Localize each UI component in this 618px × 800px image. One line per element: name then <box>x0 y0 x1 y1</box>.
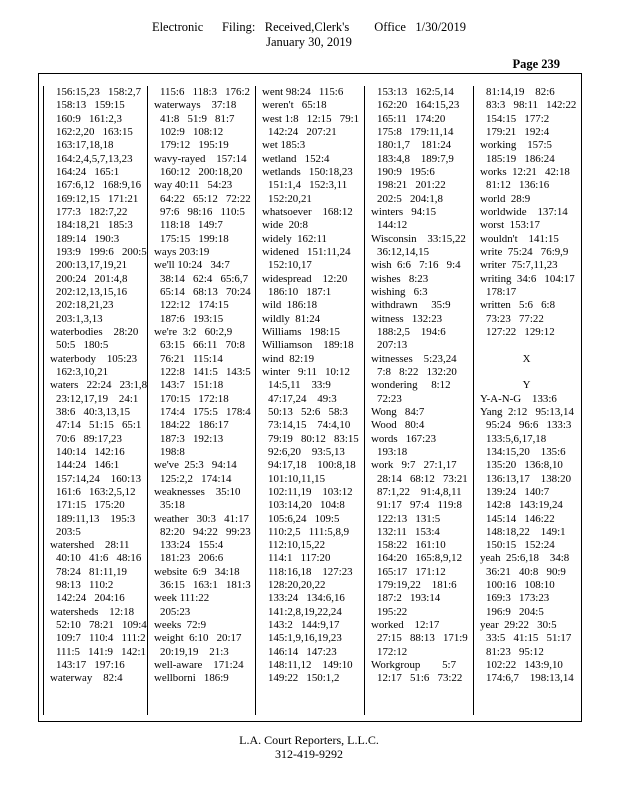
index-entry-continuation: 142:24 204:16 <box>56 592 125 605</box>
index-entry: work 9:7 27:1,17 <box>371 459 457 472</box>
index-entry: wouldn't 141:15 <box>480 232 559 245</box>
index-entry-continuation: 162:3,10,21 <box>56 365 109 378</box>
index-entry-continuation: 115:6 118:3 176:2 <box>160 86 250 98</box>
index-entry-continuation: 98:13 110:2 <box>56 579 114 592</box>
index-entry-continuation: 132:11 153:4 <box>377 525 440 538</box>
index-entry-continuation: 160:9 161:2,3 <box>56 112 122 125</box>
index-entry <box>474 366 579 379</box>
index-entry-continuation: 200:13,17,19,21 <box>56 259 128 272</box>
index-entry: waterbody 105:23 <box>50 352 138 365</box>
index-entry-continuation: 136:13,17 138:20 <box>486 472 572 485</box>
index-entry: wavy-rayed 157:14 <box>154 152 247 165</box>
index-entry-continuation: 181:23 206:6 <box>160 552 224 565</box>
index-entry: working 157:5 <box>480 139 552 152</box>
index-entry: watersheds 12:18 <box>50 605 135 618</box>
index-entry-continuation: 101:10,11,15 <box>268 472 326 485</box>
index-entry-continuation: 174:4 175:5 178:4 <box>160 405 251 418</box>
index-entry-continuation: 154:15 177:2 <box>486 112 550 125</box>
index-entry-continuation: 110:2,5 111:5,8,9 <box>268 525 350 538</box>
index-entry-continuation: 122:13 131:5 <box>377 512 441 525</box>
index-entry-continuation: 118:18 149:7 <box>160 219 223 232</box>
index-entry-continuation: 52:10 78:21 109:4 <box>56 619 147 632</box>
index-column-3 <box>255 86 364 715</box>
index-entry-continuation: 36:15 163:1 181:3 <box>160 579 251 592</box>
index-entry-continuation: 186:10 187:1 <box>268 285 332 298</box>
index-entry-continuation: 165:17 171:12 <box>377 565 446 578</box>
index-entry-continuation: 148:18,22 149:1 <box>486 525 566 538</box>
index-entry: went 98:24 115:6 <box>262 86 344 98</box>
index-entry-continuation: 127:22 129:12 <box>486 325 555 338</box>
index-entry-continuation: 38:14 62:4 65:6,7 <box>160 272 249 285</box>
index-column-2 <box>147 86 255 715</box>
index-entry-continuation: 94:17,18 100:8,18 <box>268 459 356 472</box>
index-entry: worst 153:17 <box>480 219 540 232</box>
index-entry-continuation: 111:5 141:9 142:1 <box>56 645 146 658</box>
index-entry: we've 25:3 94:14 <box>154 459 237 472</box>
index-entry: widely 162:11 <box>262 232 327 245</box>
index-entry: weaknesses 35:10 <box>154 485 241 498</box>
index-entry: widened 151:11,24 <box>262 245 351 258</box>
index-entry-continuation: 143:2 144:9,17 <box>268 619 340 632</box>
index-entry-continuation: 152:10,17 <box>268 259 312 272</box>
index-entry-continuation: 143:7 151:18 <box>160 379 224 392</box>
index-entry: wondering 8:12 <box>371 379 451 392</box>
index-entry-continuation: 151:1,4 152:3,11 <box>268 179 348 192</box>
index-column-1 <box>43 86 147 715</box>
index-entry-continuation: 92:6,20 93:5,13 <box>268 445 345 458</box>
index-entry-continuation: 177:3 182:7,22 <box>56 205 128 218</box>
index-entry-continuation: 41:8 51:9 81:7 <box>160 112 235 125</box>
index-entry-continuation: 180:1,7 181:24 <box>377 139 452 152</box>
index-entry: wellborni 186:9 <box>154 672 229 685</box>
index-entry: Wong 84:7 <box>371 405 425 418</box>
index-entry-continuation: 50:5 180:5 <box>56 339 109 352</box>
index-entry-continuation: 207:13 <box>377 339 408 352</box>
index-entry-continuation: 133:5,6,17,18 <box>486 432 547 445</box>
index-entry: withdrawn 35:9 <box>371 299 451 312</box>
index-entry-continuation: 100:16 108:10 <box>486 579 555 592</box>
index-entry: wish 6:6 7:16 9:4 <box>371 259 461 272</box>
index-entry: weather 30:3 41:17 <box>154 512 249 525</box>
index-entry-continuation: 114:1 117:20 <box>268 552 331 565</box>
index-entry-continuation: 122:8 141:5 143:5 <box>160 365 251 378</box>
index-entry-continuation: 81:12 136:16 <box>486 179 550 192</box>
index-entry-continuation: 134:15,20 135:6 <box>486 445 566 458</box>
index-entry-continuation: 169:3 173:23 <box>486 592 550 605</box>
filing-stamp <box>0 20 618 50</box>
index-entry-continuation: 158:22 161:10 <box>377 539 446 552</box>
index-entry-continuation: 141:2,8,19,22,24 <box>268 605 342 618</box>
index-entry-continuation: 175:15 199:18 <box>160 232 229 245</box>
index-entry: writer 75:7,11,23 <box>480 259 558 272</box>
index-entry-continuation: 163:17,18,18 <box>56 139 114 152</box>
index-entry-continuation: 73:14,15 74:4,10 <box>268 419 351 432</box>
index-entry: words 167:23 <box>371 432 437 445</box>
index-entry-continuation: 167:6,12 168:9,16 <box>56 179 142 192</box>
index-entry-continuation: 179:12 195:19 <box>160 139 229 152</box>
index-entry-continuation: 158:13 159:15 <box>56 99 125 112</box>
reporter-phone: 312-419-9292 <box>275 747 343 761</box>
index-entry: waters 22:24 23:1,8 <box>50 379 147 392</box>
index-entry-continuation: 187:3 192:13 <box>160 432 224 445</box>
index-entry: written 5:6 6:8 <box>480 299 556 312</box>
index-column-5 <box>473 86 579 715</box>
index-entry-continuation: 205:23 <box>160 605 191 618</box>
index-section-letter: Y <box>522 379 531 392</box>
index-entry: waterbodies 28:20 <box>50 325 139 338</box>
index-entry-continuation: 178:17 <box>486 285 517 298</box>
index-entry-continuation: 144:24 146:1 <box>56 459 120 472</box>
index-entry-continuation: 165:11 174:20 <box>377 112 446 125</box>
index-entry: year 29:22 30:5 <box>480 619 557 632</box>
index-entry-continuation: 105:6,24 109:5 <box>268 512 340 525</box>
index-entry-continuation: 187:6 193:15 <box>160 312 224 325</box>
index-entry: waterways 37:18 <box>154 99 237 112</box>
index-entry-continuation: 148:11,12 149:10 <box>268 659 353 672</box>
page-number: Page 239 <box>512 57 560 71</box>
index-entry-continuation: 179:19,22 181:6 <box>377 579 457 592</box>
index-entry: Workgroup 5:7 <box>371 659 457 672</box>
index-entry-continuation: 109:7 110:4 111:2 <box>56 632 146 645</box>
reporter-company: L.A. Court Reporters, L.L.C. <box>239 733 379 747</box>
index-entry-continuation: 73:23 77:22 <box>486 312 544 325</box>
index-entry-continuation: 164:2,4,5,7,13,23 <box>56 152 133 165</box>
index-entry-continuation: 14:5,11 33:9 <box>268 379 331 392</box>
index-entry-continuation: 184:18,21 185:3 <box>56 219 133 232</box>
index-entry-continuation: 202:12,13,15,16 <box>56 285 128 298</box>
index-entry-continuation: 12:17 51:6 73:22 <box>377 672 463 685</box>
index-entry-continuation: 112:10,15,22 <box>268 539 326 552</box>
index-entry-continuation: 157:14,24 160:13 <box>56 472 142 485</box>
index-entry: worldwide 137:14 <box>480 205 568 218</box>
index-entry: wet 185:3 <box>262 139 306 152</box>
index-entry-continuation: 203:5 <box>56 525 81 538</box>
index-entry: wildly 81:24 <box>262 312 321 325</box>
index-entry: witness 132:23 <box>371 312 443 325</box>
index-entry-continuation: 76:21 115:14 <box>160 352 223 365</box>
index-entry-continuation: 189:11,13 195:3 <box>56 512 136 525</box>
index-entry-continuation: 72:23 <box>377 392 402 405</box>
index-entry-continuation: 162:2,20 163:15 <box>56 125 133 138</box>
index-entry-continuation: 23:12,17,19 24:1 <box>56 392 139 405</box>
index-entry: west 1:8 12:15 79:1 <box>262 112 360 125</box>
index-entry-continuation: 35:18 <box>160 499 185 512</box>
index-entry: website 6:9 34:18 <box>154 565 240 578</box>
index-entry-continuation: 179:21 192:4 <box>486 125 550 138</box>
index-entry-continuation: 187:2 193:14 <box>377 592 441 605</box>
index-entry-continuation: 50:13 52:6 58:3 <box>268 405 348 418</box>
index-entry-continuation: 83:3 98:11 142:22 <box>486 99 577 112</box>
index-entry: we'll 10:24 34:7 <box>154 259 230 272</box>
index-entry: watershed 28:11 <box>50 539 130 552</box>
index-entry-continuation: 87:1,22 91:4,8,11 <box>377 485 462 498</box>
index-entry-continuation: 91:17 97:4 119:8 <box>377 499 462 512</box>
index-entry-continuation: 174:6,7 198:13,14 <box>486 672 574 685</box>
index-section-letter: X <box>522 352 531 365</box>
index-entry: world 28:9 <box>480 192 531 205</box>
index-entry-continuation: 200:24 201:4,8 <box>56 272 128 285</box>
index-entry: wetlands 150:18,23 <box>262 165 353 178</box>
index-entry-continuation: 47:14 51:15 65:1 <box>56 419 142 432</box>
index-entry-continuation: 170:15 172:18 <box>160 392 229 405</box>
index-entry-continuation: 164:24 165:1 <box>56 165 120 178</box>
index-column-4 <box>364 86 473 715</box>
index-entry-continuation: 184:22 186:17 <box>160 419 229 432</box>
index-entry-continuation: 139:24 140:7 <box>486 485 550 498</box>
filing-stamp-line: Electronic Filing: Received,Clerk's Office 1/30/2019 <box>151 20 467 34</box>
index-entry-continuation: 172:12 <box>377 645 408 658</box>
index-entry-continuation: 175:8 179:11,14 <box>377 125 454 138</box>
index-entry-continuation: 152:20,21 <box>268 192 312 205</box>
index-entry-continuation: 28:14 68:12 73:21 <box>377 472 468 485</box>
index-entry-continuation: 118:16,18 127:23 <box>268 565 353 578</box>
index-entry-continuation: 156:15,23 158:2,7 <box>56 86 142 98</box>
index-entry-continuation: 128:20,20,22 <box>268 579 326 592</box>
index-entry-continuation: 81:23 95:12 <box>486 645 544 658</box>
index-entry-continuation: 140:14 142:16 <box>56 445 125 458</box>
index-entry-continuation: 198:21 201:22 <box>377 179 446 192</box>
index-entry-continuation: 202:5 204:1,8 <box>377 192 443 205</box>
index-entry-continuation: 183:4,8 189:7,9 <box>377 152 454 165</box>
index-entry: wishes 8:23 <box>371 272 429 285</box>
index-entry: Williams 198:15 <box>262 325 340 338</box>
index-entry-continuation: 103:14,20 104:8 <box>268 499 345 512</box>
index-entry: week 111:22 <box>154 592 210 605</box>
index-entry-continuation: 133:24 134:6,16 <box>268 592 345 605</box>
index-entry-continuation: 64:22 65:12 72:22 <box>160 192 251 205</box>
index-entry: winters 94:15 <box>371 205 437 218</box>
index-entry-continuation: 193:9 199:6 200:5 <box>56 245 147 258</box>
index-entry-continuation: 70:6 89:17,23 <box>56 432 122 445</box>
index-entry-continuation: 63:15 66:11 70:8 <box>160 339 245 352</box>
index-entry-continuation: 95:24 96:6 133:3 <box>486 419 572 432</box>
index-entry: write 75:24 76:9,9 <box>480 245 569 258</box>
index-entry-continuation: 125:2,2 174:14 <box>160 472 232 485</box>
index-entry-continuation: 97:6 98:16 110:5 <box>160 205 245 218</box>
index-entry-continuation: 102:9 108:12 <box>160 125 224 138</box>
index-entry-continuation: 81:14,19 82:6 <box>486 86 555 98</box>
index-entry-continuation: 144:12 <box>377 219 408 232</box>
index-entry-continuation: 36:21 40:8 90:9 <box>486 565 566 578</box>
index-entry-continuation: 171:15 175:20 <box>56 499 125 512</box>
index-entry: way 40:11 54:23 <box>154 179 233 192</box>
footer <box>0 733 618 761</box>
index-entry: wishing 6:3 <box>371 285 428 298</box>
index-entry-continuation: 198:8 <box>160 445 185 458</box>
index-entry-continuation: 33:5 41:15 51:17 <box>486 632 572 645</box>
index-entry-continuation: 38:6 40:3,13,15 <box>56 405 131 418</box>
index-entry-continuation: 190:9 195:6 <box>377 165 435 178</box>
index-entry: Wisconsin 33:15,22 <box>371 232 466 245</box>
index-entry-continuation: 193:18 <box>377 445 408 458</box>
index-entry: weeks 72:9 <box>154 619 207 632</box>
index-entry-continuation: 189:14 190:3 <box>56 232 120 245</box>
index-entry-continuation: 47:17,24 49:3 <box>268 392 337 405</box>
index-entry: writing 34:6 104:17 <box>480 272 575 285</box>
index-entry-continuation: 150:15 152:24 <box>486 539 555 552</box>
index-entry-continuation: 20:19,19 21:3 <box>160 645 229 658</box>
word-index <box>38 73 582 722</box>
index-entry: well-aware 171:24 <box>154 659 244 672</box>
index-entry: witnesses 5:23,24 <box>371 352 457 365</box>
index-entry-continuation: 102:22 143:9,10 <box>486 659 563 672</box>
index-entry: wetland 152:4 <box>262 152 330 165</box>
index-entry: waterway 82:4 <box>50 672 123 685</box>
index-entry: we're 3:2 60:2,9 <box>154 325 233 338</box>
index-entry-continuation: 185:19 186:24 <box>486 152 555 165</box>
index-entry-continuation: 196:9 204:5 <box>486 605 544 618</box>
index-entry: works 12:21 42:18 <box>480 165 570 178</box>
index-entry-continuation: 161:6 163:2,5,12 <box>56 485 136 498</box>
index-entry-continuation: 142:24 207:21 <box>268 125 337 138</box>
index-entry-continuation: 146:14 147:23 <box>268 645 337 658</box>
index-entry-continuation: 169:12,15 171:21 <box>56 192 139 205</box>
index-entry-continuation: 153:13 162:5,14 <box>377 86 454 98</box>
index-entry: wind 82:19 <box>262 352 315 365</box>
index-entry-continuation: 203:1,3,13 <box>56 312 103 325</box>
index-entry-continuation: 78:24 81:11,19 <box>56 565 127 578</box>
index-entry-continuation: 79:19 80:12 83:15 <box>268 432 359 445</box>
index-entry: yeah 25:6,18 34:8 <box>480 552 570 565</box>
index-entry: worked 12:17 <box>371 619 440 632</box>
index-entry-continuation: 82:20 94:22 99:23 <box>160 525 251 538</box>
index-entry-continuation: 143:17 197:16 <box>56 659 125 672</box>
index-entry-continuation: 40:10 41:6 48:16 <box>56 552 142 565</box>
index-entry: winter 9:11 10:12 <box>262 365 350 378</box>
index-entry-continuation: 135:20 136:8,10 <box>486 459 563 472</box>
index-entry-continuation: 36:12,14,15 <box>377 245 430 258</box>
index-entry-continuation: 188:2,5 194:6 <box>377 325 446 338</box>
index-entry: whatsoever 168:12 <box>262 205 353 218</box>
index-entry: Y-A-N-G 133:6 <box>480 392 557 405</box>
index-entry-continuation: 7:8 8:22 132:20 <box>377 365 457 378</box>
index-entry-continuation: 162:20 164:15,23 <box>377 99 460 112</box>
index-entry: Williamson 189:18 <box>262 339 354 352</box>
index-entry: wild 186:18 <box>262 299 318 312</box>
index-entry: weren't 65:18 <box>262 99 327 112</box>
index-entry-continuation: 122:12 174:15 <box>160 299 229 312</box>
index-entry-continuation: 102:11,19 103:12 <box>268 485 353 498</box>
index-entry <box>474 339 579 352</box>
index-entry-continuation: 149:22 150:1,2 <box>268 672 340 685</box>
index-entry-continuation: 133:24 155:4 <box>160 539 224 552</box>
filing-date: January 30, 2019 <box>266 35 352 49</box>
index-entry-continuation: 145:14 146:22 <box>486 512 555 525</box>
index-entry: Wood 80:4 <box>371 419 425 432</box>
index-entry: widespread 12:20 <box>262 272 348 285</box>
index-entry: ways 203:19 <box>154 245 210 258</box>
index-entry-continuation: 160:12 200:18,20 <box>160 165 243 178</box>
index-entry: wide 20:8 <box>262 219 308 232</box>
index-entry-continuation: 202:18,21,23 <box>56 299 114 312</box>
index-entry-continuation: 142:8 143:19,24 <box>486 499 563 512</box>
index-entry-continuation: 164:20 165:8,9,12 <box>377 552 463 565</box>
index-entry-continuation: 195:22 <box>377 605 408 618</box>
index-entry-continuation: 27:15 88:13 171:9 <box>377 632 468 645</box>
index-entry-continuation: 65:14 68:13 70:24 <box>160 285 251 298</box>
index-entry-continuation: 145:1,9,16,19,23 <box>268 632 342 645</box>
index-entry: Yang 2:12 95:13,14 <box>480 405 574 418</box>
index-entry: weight 6:10 20:17 <box>154 632 242 645</box>
